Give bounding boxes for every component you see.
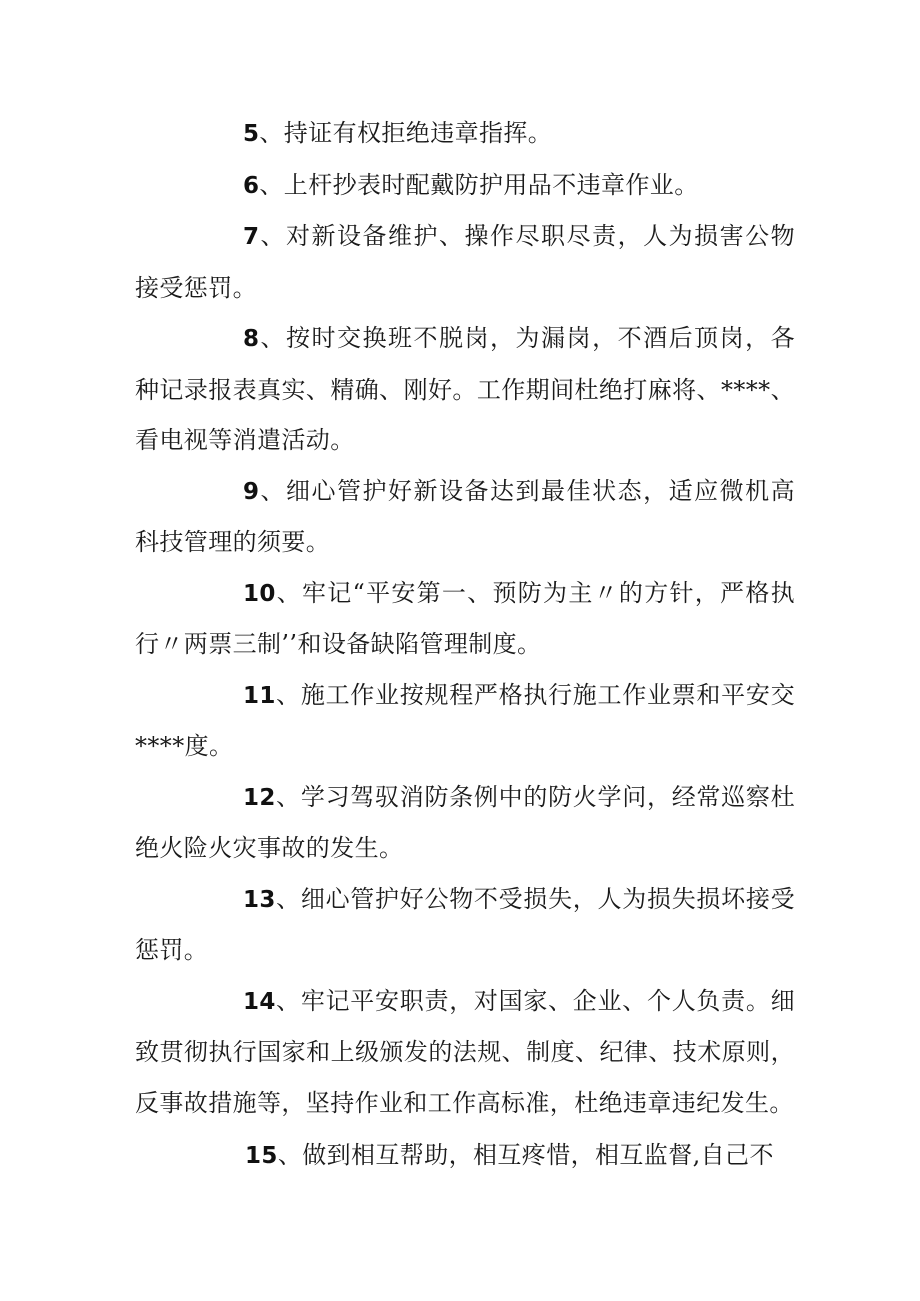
rule-number: 15 [245,1143,278,1169]
rule-item-5 [135,108,795,160]
rule-number: 5 [243,121,260,147]
rule-text: 、上杆抄表时配戴防护用品不违章作业。 [259,170,699,199]
rule-number: 10 [243,580,276,607]
rule-text: 、牢记“平安第一、预防为主〃的方针，严格执行〃两票三制’’和设备缺陷管理制度。 [135,578,795,658]
rule-item-15 [135,1130,795,1182]
rule-item-9 [135,466,795,568]
rule-text: 、施工作业按规程严格执行施工作业票和平安交****度。 [135,680,795,760]
rule-number: 12 [243,784,276,811]
rule-number: 14 [243,988,276,1015]
rule-item-14 [135,976,795,1129]
rule-text: 、对新设备维护、操作尽职尽责，人为损害公物接受惩罚。 [135,222,795,302]
document-body [135,108,795,1182]
rule-number: 8 [243,326,260,352]
rule-item-12 [135,772,795,874]
rule-text: 、细心管护好公物不受损失，人为损失损坏接受惩罚。 [135,884,795,964]
rule-item-8 [135,313,795,466]
rule-text: 、学习驾驭消防条例中的防火学问，经常巡察杜绝火险火灾事故的发生。 [135,782,795,862]
rule-text: 、按时交换班不脱岗，为漏岗，不酒后顶岗，各种记录报表真实、精确、刚好。工作期间杜绝打麻将、****、看电视等消遣活动。 [135,324,795,454]
rule-item-7 [135,211,795,313]
rule-number: 9 [243,478,260,505]
rule-item-11 [135,670,795,772]
rule-number: 13 [243,886,276,913]
rule-text: 、做到相互帮助，相互疼惜，相互监督,自己不 [277,1141,774,1169]
rule-item-10 [135,568,795,670]
rule-item-6 [135,160,795,212]
rule-text: 、牢记平安职责，对国家、企业、个人负责。细致贯彻执行国家和上级颁发的法规、制度、纪律、技术原则，反事故措施等，坚持作业和工作高标准，杜绝违章违纪发生。 [135,986,795,1117]
rule-text: 、持证有权拒绝违章指挥。 [259,119,553,147]
rule-text: 、细心管护好新设备达到最佳状态，适应微机高科技管理的须要。 [135,476,795,556]
rule-number: 7 [243,224,260,250]
rule-number: 6 [243,172,260,199]
rule-number: 11 [243,682,276,709]
rule-item-13 [135,874,795,976]
